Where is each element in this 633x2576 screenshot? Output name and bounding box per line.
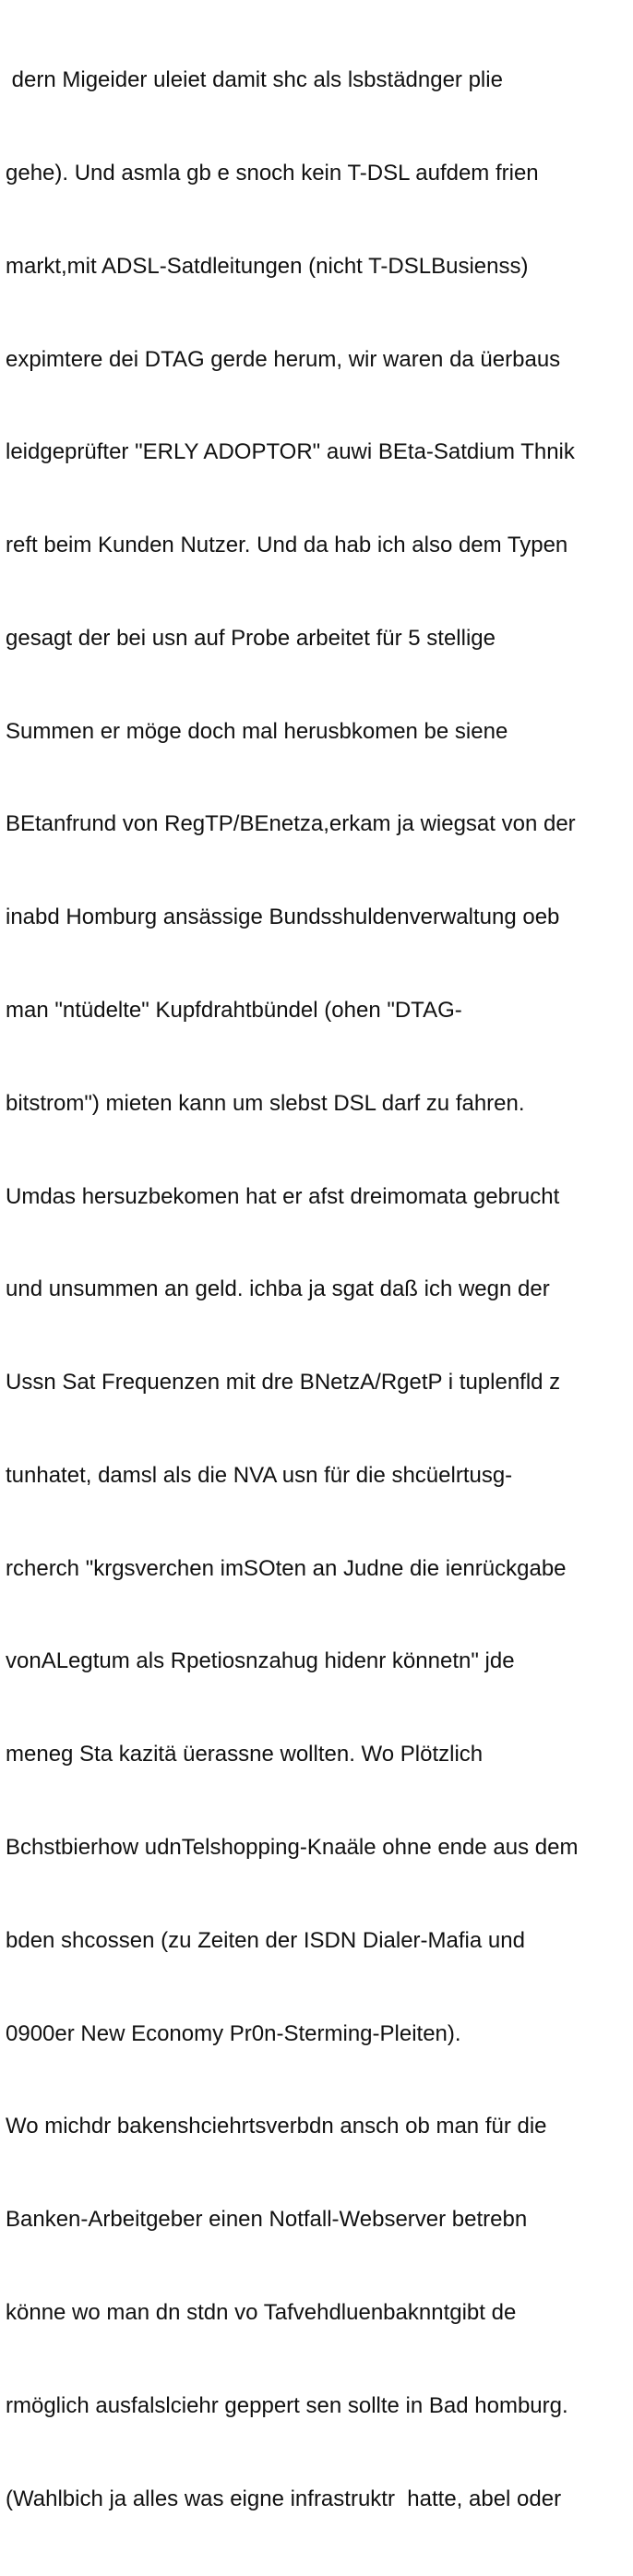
text-line: inabd Homburg ansässige Bundsshuldenverwaltung oeb: [6, 905, 560, 930]
text-line: tunhatet, damsl als die NVA usn für die shcüelrtusg-: [6, 1462, 513, 1488]
text-line: rmöglich ausfalslciehr geppert sen sollte in Bad homburg.: [6, 2392, 568, 2418]
text-line: BEtanfrund von RegTP/BEnetza,erkam ja wiegsat von der: [6, 811, 576, 837]
text-line: man "ntüdelte" Kupfdrahtbündel (ohen "DTAG-: [6, 998, 462, 1023]
text-line: könne wo man dn stdn vo Tafvehdluenbaknntgibt de: [6, 2299, 517, 2325]
text-line: rcherch "krgsverchen imSOten an Judne die ienrückgabe: [6, 1555, 567, 1581]
text-line: Banken-Arbeitgeber einen Notfall-Webserver betrebn: [6, 2207, 528, 2233]
text-line: 0900er New Economy Pr0n-Sterming-Pleiten).: [6, 2020, 461, 2046]
text-line: Summen er möge doch mal herusbkomen be siene: [6, 718, 508, 744]
text-line: Bchstbierhow udnTelshopping-Knaäle ohne ende aus dem: [6, 1835, 579, 1861]
text-line: (Wahlbich ja alles was eigne infrastruktr hatte, abel oder: [6, 2486, 562, 2511]
text-line: bitstrom") mieten kann um slebst DSL darf zu fahren.: [6, 1090, 525, 1116]
text-line: Ussn Sat Frequenzen mit dre BNetzA/RgetP i tuplenfld z: [6, 1370, 561, 1396]
text-line: meneg Sta kazitä üerassne wollten. Wo Plötzlich: [6, 1742, 484, 1767]
text-line: gehe). Und asmla gb e snoch kein T-DSL aufdem frien: [6, 160, 539, 186]
text-line: leidgeprüfter "ERLY ADOPTOR" auwi BEta-Satdium Thnik: [6, 439, 575, 465]
text-line: vonALegtum als Rpetiosnzahug hidenr könnetn" jde: [6, 1648, 515, 1674]
text-line: bden shcossen (zu Zeiten der ISDN Dialer-Mafia und: [6, 1927, 525, 1953]
text-line: gesagt der bei usn auf Probe arbeitet für 5 stellige: [6, 625, 496, 651]
text-line: Umdas hersuzbekomen hat er afst dreimomata gebrucht: [6, 1183, 560, 1209]
text-line: Wo michdr bakenshciehrtsverbdn ansch ob man für die: [6, 2114, 547, 2139]
text-line: expimtere dei DTAG gerde herum, wir waren da üerbaus: [6, 346, 561, 372]
document-text: [6, 3, 633, 2576]
text-line: dern Migeider uleiet damit shc als lsbstädnger plie: [6, 67, 503, 93]
text-line: und unsummen an geld. ichba ja sgat daß ich wegn der: [6, 1276, 550, 1302]
text-line: markt,mit ADSL-Satdleitungen (nicht T-DSLBusienss): [6, 253, 529, 279]
text-line: reft beim Kunden Nutzer. Und da hab ich also dem Typen: [6, 533, 568, 558]
